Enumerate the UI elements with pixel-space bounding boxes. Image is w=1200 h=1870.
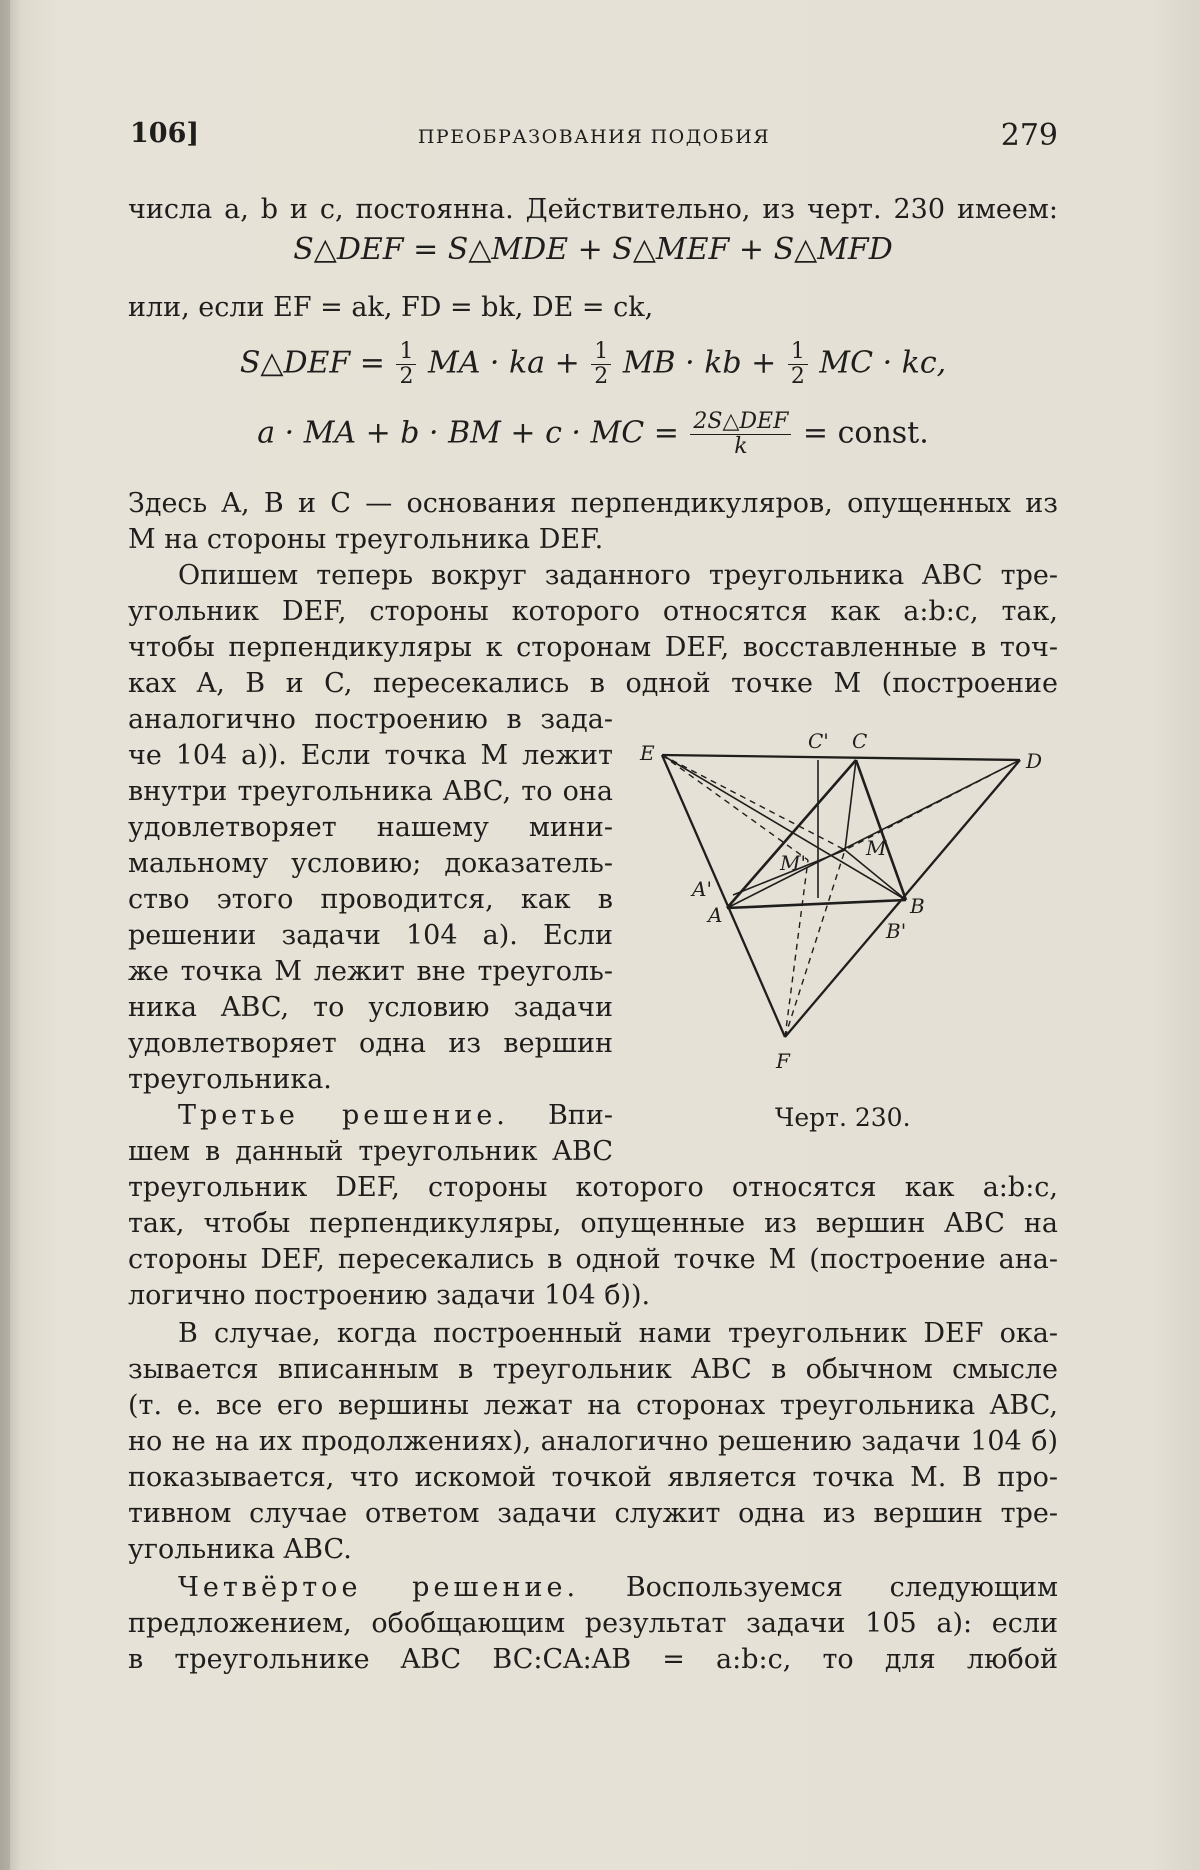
side-ac — [727, 760, 856, 908]
page-edge-shadow — [0, 0, 10, 1870]
dash-f-m — [785, 850, 845, 1037]
label-c: C — [852, 729, 868, 753]
text-fragment: Воспользуемся следующим — [625, 1572, 1058, 1603]
figure-caption: Черт. 230. — [775, 1103, 911, 1132]
side-ef — [662, 755, 785, 1037]
dash-f-mprime — [785, 860, 808, 1037]
text-line: ство этого проводится, как в — [128, 884, 613, 915]
side-ed — [662, 755, 1020, 760]
label-d: D — [1026, 749, 1043, 773]
formula-lhs: S△DEF = — [239, 345, 385, 381]
label-a: A — [708, 903, 723, 927]
fraction-numerator: 1 — [396, 340, 416, 365]
text-line: M на стороны треугольника DEF. — [128, 524, 604, 555]
fraction-numerator: 1 — [591, 340, 611, 365]
formula-term: MB · kb + — [622, 345, 777, 381]
formula-const — [128, 410, 1058, 459]
formula-term: MC · kc, — [819, 345, 947, 381]
text-line: удовлетворяет одна из вершин — [128, 1028, 613, 1059]
text-line: предложением, обобщающим результат задачи 105 а): если — [128, 1608, 1058, 1639]
text-line: (т. е. все его вершины лежат на сторонах треугольника ABC, — [128, 1390, 1058, 1421]
text-line: чтобы перпендикуляры к сторонам DEF, восставленные в точ- — [128, 632, 1058, 663]
fraction-denominator: k — [734, 434, 748, 459]
text-line: че 104 а)). Если точка M лежит — [128, 740, 613, 771]
formula-area-sum: S△DEF = S△MDE + S△MEF + S△MFD — [293, 232, 893, 267]
running-title: ПРЕОБРАЗОВАНИЯ ПОДОБИЯ — [417, 126, 771, 148]
triangle-def — [662, 755, 1020, 1037]
text-line: внутри треугольника ABC, то она — [128, 776, 613, 807]
formula-lhs: a · MA + b · BM + c · MC = — [257, 415, 679, 451]
section-heading-third-solution: Третье решение. — [178, 1100, 509, 1131]
text-line: стороны DEF, пересекались в одной точке M (построение ана- — [128, 1244, 1058, 1275]
text-line: так, чтобы перпендикуляры, опущенные из вершин ABC на — [128, 1208, 1058, 1239]
text-line: ках A, B и C, пересекались в одной точке M (построение — [128, 668, 1058, 699]
text-line: показывается, что искомой точкой является точка M. В про- — [128, 1462, 1058, 1493]
formula-rhs: = const. — [802, 415, 929, 451]
text-line: аналогично построению в зада- — [128, 704, 613, 735]
text-line: Опишем теперь вокруг заданного треугольника ABC тре- — [178, 560, 1058, 591]
formula-term: MA · ka + — [428, 345, 580, 381]
fraction-numerator: 1 — [788, 340, 808, 365]
text-fragment: Впи- — [548, 1100, 613, 1131]
page-number: 279 — [1000, 118, 1058, 153]
text-line-heading — [178, 1570, 1058, 1606]
section-number: 106] — [130, 118, 200, 149]
text-line: зывается вписанным в треугольник ABC в обычном смысле — [128, 1354, 1058, 1385]
fraction-denominator: 2 — [399, 364, 414, 389]
fraction-denominator: 2 — [594, 364, 609, 389]
running-header — [130, 118, 1058, 158]
fraction-numerator: 2S△DEF — [690, 410, 791, 435]
text-line: угольника ABC. — [128, 1534, 352, 1565]
label-f: F — [776, 1049, 790, 1073]
text-line: числа a, b и c, постоянна. Действительно, из черт. 230 имеем: — [128, 194, 1058, 225]
section-heading-fourth-solution: Четвёртое решение. — [178, 1572, 580, 1603]
formula-area-expansion — [128, 340, 1058, 389]
figure-230 — [640, 720, 1043, 1090]
text-line-heading — [128, 1098, 613, 1134]
text-line: удовлетворяет нашему мини- — [128, 812, 613, 843]
fraction-half — [591, 340, 611, 389]
fraction-denominator: 2 — [790, 364, 805, 389]
text-line: тивном случае ответом задачи служит одна из вершин тре- — [128, 1498, 1058, 1529]
text-line: но не на их продолжениях), аналогично решению задачи 104 б) — [128, 1426, 1058, 1457]
text-line: угольник DEF, стороны которого относятся как a:b:c, так, — [128, 596, 1058, 627]
text-line: или, если EF = ak, FD = bk, DE = ck, — [128, 292, 654, 323]
label-m: M — [866, 836, 887, 860]
fraction-half — [396, 340, 416, 389]
label-m-prime: M' — [780, 851, 806, 875]
label-b-prime: B' — [886, 919, 907, 943]
figure-labels — [639, 729, 1042, 1073]
label-b: B — [910, 894, 925, 918]
text-line: в треугольнике ABC BC:CA:AB = a:b:c, то для любой — [128, 1644, 1058, 1675]
side-ab — [727, 900, 906, 908]
label-c-prime: C' — [808, 729, 829, 753]
text-line: Здесь A, B и C — основания перпендикуляров, опущенных из — [128, 488, 1058, 519]
line-c-m — [845, 760, 856, 850]
text-line: мальному условию; доказатель- — [128, 848, 613, 879]
text-line: же точка M лежит вне треуголь- — [128, 956, 613, 987]
fraction-half — [788, 340, 808, 389]
text-line: шем в данный треугольник ABC — [128, 1136, 613, 1167]
text-line: ника ABC, то условию задачи — [128, 992, 613, 1023]
text-line: решении задачи 104 а). Если — [128, 920, 613, 951]
text-line: треугольника. — [128, 1064, 332, 1095]
text-line: треугольник DEF, стороны которого относятся как a:b:c, — [128, 1172, 1058, 1203]
text-line: В случае, когда построенный нами треугольник DEF ока- — [178, 1318, 1058, 1349]
text-column-left — [128, 702, 613, 1170]
dashed-lines — [662, 755, 1020, 1037]
text-line: логично построению задачи 104 б)). — [128, 1280, 651, 1311]
label-a-prime: A' — [692, 877, 712, 901]
fraction-area-over-k — [690, 410, 791, 459]
label-e: E — [640, 741, 655, 765]
